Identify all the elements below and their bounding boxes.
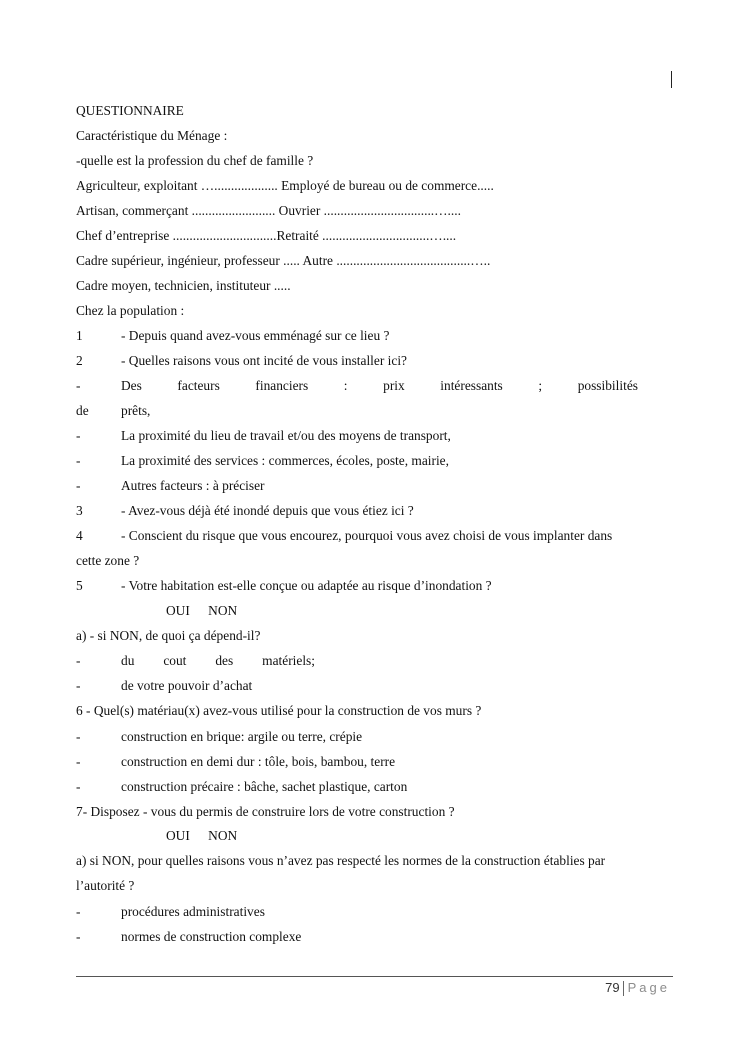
word: prix	[383, 378, 405, 393]
word: facteurs	[177, 378, 220, 393]
choice-yes: OUI	[166, 603, 190, 618]
question-7: 7- Disposez - vous du permis de construire lors de votre construction ?	[76, 804, 455, 819]
profession-line: Cadre moyen, technicien, instituteur .....	[76, 278, 291, 293]
word: possibilités	[577, 378, 638, 393]
yes-no-choices	[166, 603, 237, 619]
q5a-bullet-materials	[121, 653, 315, 669]
word: matériels;	[262, 653, 315, 668]
question-5: - Votre habitation est-elle conçue ou adaptée au risque d’inondation ?	[121, 578, 492, 593]
question-number: 1	[76, 328, 83, 343]
bullet-dash: -	[76, 779, 81, 794]
bullet-dash: -	[76, 653, 81, 668]
word: du	[121, 653, 135, 668]
question-5a: a) - si NON, de quoi ça dépend-il?	[76, 628, 261, 643]
bullet-dash: -	[76, 929, 81, 944]
bullet-dash: -	[76, 904, 81, 919]
bullet-dash: -	[76, 378, 81, 393]
yes-no-choices	[166, 828, 237, 844]
profession-line: Chef d’entreprise ...............................Retraité ................................…....	[76, 228, 457, 243]
word: Des	[121, 378, 142, 393]
word: cout	[163, 653, 187, 668]
bullet-dash: -	[76, 478, 81, 493]
question-2: - Quelles raisons vous ont incité de vous installer ici?	[121, 353, 407, 368]
q7a-bullet: procédures administratives	[121, 904, 265, 919]
question-7a-continuation: l’autorité ?	[76, 878, 135, 893]
bullet-dash: -	[76, 754, 81, 769]
q6-bullet: construction en brique: argile ou terre, crépie	[121, 729, 363, 744]
question-4-continuation: cette zone ?	[76, 553, 140, 568]
q6-bullet: construction en demi dur : tôle, bois, bambou, terre	[121, 754, 396, 769]
bullet-dash: -	[76, 453, 81, 468]
continuation-word: de	[76, 403, 89, 418]
page-number: 79	[605, 980, 620, 995]
word: financiers	[255, 378, 309, 393]
continuation-text: prêts,	[121, 403, 151, 418]
question-number: 4	[76, 528, 83, 543]
question-number: 3	[76, 503, 83, 518]
page-label: Page	[627, 980, 670, 995]
word: ;	[538, 378, 543, 393]
bullet-dash: -	[76, 678, 81, 693]
footer-separator	[623, 981, 624, 996]
profession-line: Cadre supérieur, ingénieur, professeur ..... Autre ........................................…..	[76, 253, 491, 268]
question-4: - Conscient du risque que vous encourez, pourquoi vous avez choisi de vous implanter dans	[121, 528, 613, 543]
q2-bullet: La proximité du lieu de travail et/ou des moyens de transport,	[121, 428, 451, 443]
household-section-title: Caractéristique du Ménage :	[76, 128, 228, 143]
question-number: 2	[76, 353, 83, 368]
q2-bullet: La proximité des services : commerces, écoles, poste, mairie,	[121, 453, 449, 468]
bullet-dash: -	[76, 428, 81, 443]
q6-bullet: construction précaire : bâche, sachet plastique, carton	[121, 779, 408, 794]
question-number: 5	[76, 578, 83, 593]
text-cursor-mark	[671, 71, 672, 88]
bullet-dash: -	[76, 729, 81, 744]
choice-no: NON	[208, 828, 238, 843]
word: intéressants	[440, 378, 503, 393]
q5a-bullet: de votre pouvoir d’achat	[121, 678, 253, 693]
q7a-bullet: normes de construction complexe	[121, 929, 302, 944]
question-6: 6 - Quel(s) matériau(x) avez-vous utilisé pour la construction de vos murs ?	[76, 703, 482, 718]
profession-line: Artisan, commerçant ......................... Ouvrier .................................…....	[76, 203, 461, 218]
page-footer	[605, 980, 670, 996]
population-section-title: Chez la population :	[76, 303, 185, 318]
heading: QUESTIONNAIRE	[76, 103, 184, 118]
choice-no: NON	[208, 603, 238, 618]
profession-line: Agriculteur, exploitant …................... Employé de bureau ou de commerce.....	[76, 178, 494, 193]
footer-divider	[76, 976, 673, 977]
question-7a: a) si NON, pour quelles raisons vous n’avez pas respecté les normes de la construction établies par	[76, 853, 606, 868]
question-1: - Depuis quand avez-vous emménagé sur ce lieu ?	[121, 328, 390, 343]
choice-yes: OUI	[166, 828, 190, 843]
profession-question: -quelle est la profession du chef de famille ?	[76, 153, 314, 168]
q2-bullet: Autres facteurs : à préciser	[121, 478, 265, 493]
q2-bullet-financial	[121, 378, 638, 394]
word: :	[343, 378, 348, 393]
question-3: - Avez-vous déjà été inondé depuis que vous étiez ici ?	[121, 503, 414, 518]
word: des	[215, 653, 234, 668]
